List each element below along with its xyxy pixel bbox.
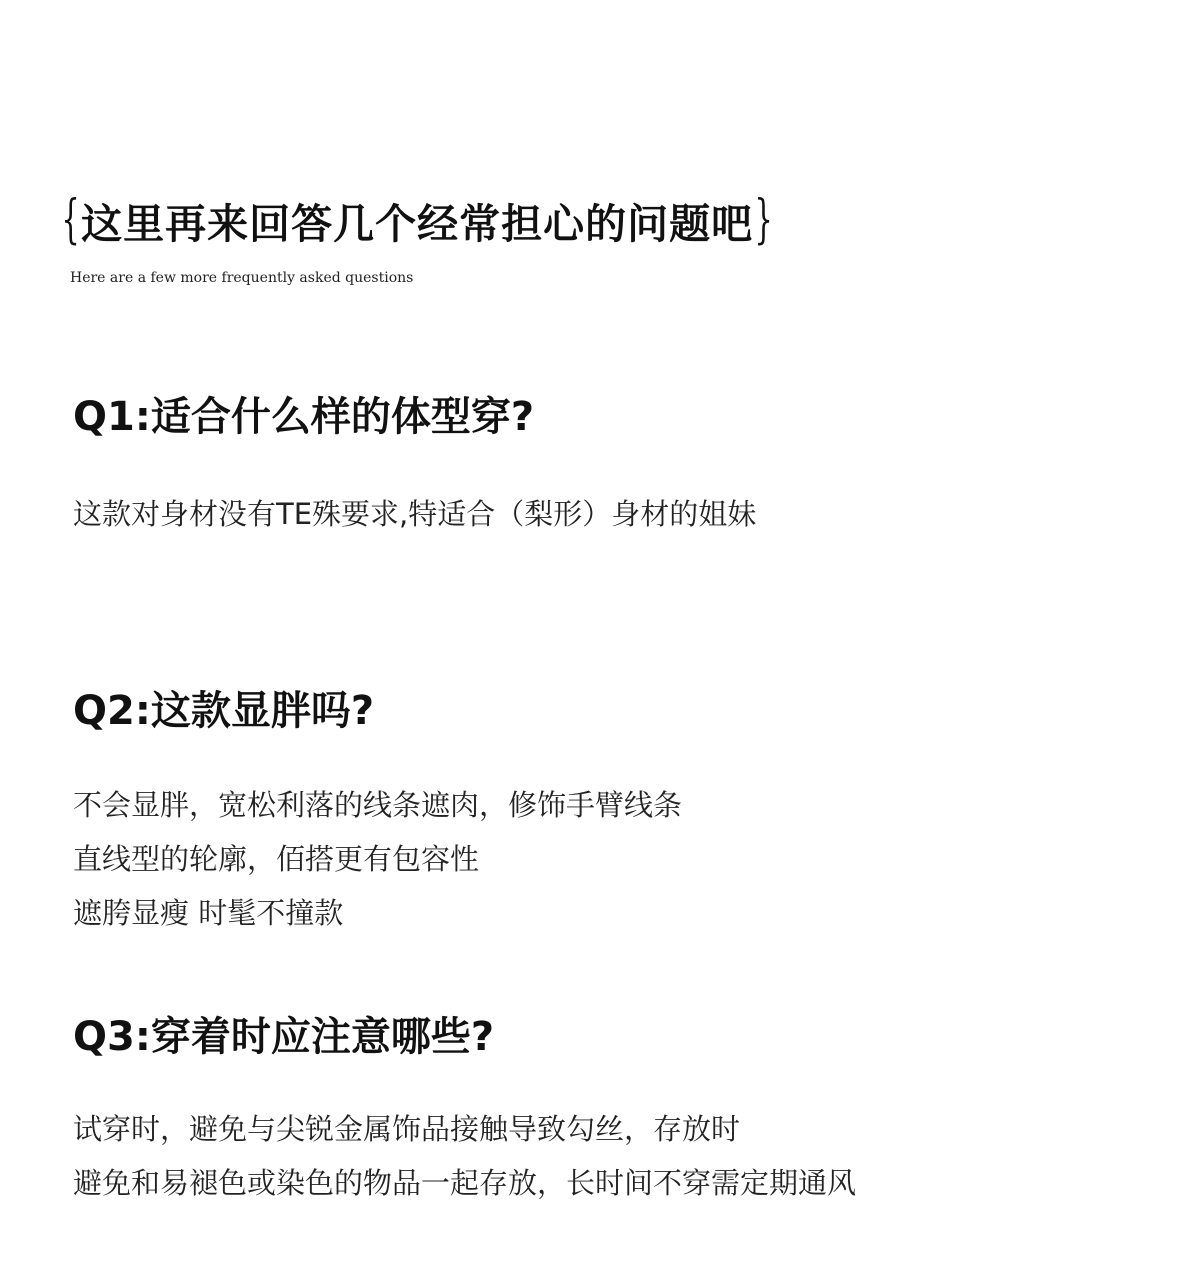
faq-item-q3 — [73, 1012, 1153, 1210]
answer-line: 遮胯显瘦 时髦不撞款 — [73, 896, 344, 930]
answer-line: 试穿时，避免与尖锐金属饰品接触导致勾丝，存放时 — [73, 1112, 741, 1146]
answer-line: 这款对身材没有TE殊要求,特适合（梨形）身材的姐妹 — [73, 497, 757, 531]
title-row — [62, 184, 1062, 256]
question-text: Q2:这款显胖吗? — [73, 688, 375, 734]
section-header — [62, 184, 1062, 256]
answer-line: 直线型的轮廓，佰搭更有包容性 — [73, 842, 480, 876]
answer-line: 避免和易褪色或染色的物品一起存放，长时间不穿需定期通风 — [73, 1166, 857, 1200]
left-brace-decoration: { — [61, 190, 80, 250]
question-text: Q1:适合什么样的体型穿? — [73, 394, 535, 440]
section-title: 这里再来回答几个经常担心的问题吧 — [81, 199, 754, 248]
question-text: Q3:穿着时应注意哪些? — [73, 1014, 495, 1060]
section-subtitle: Here are a few more frequently asked questions — [70, 270, 414, 286]
faq-item-q2 — [73, 686, 1153, 940]
right-brace-decoration: } — [754, 190, 773, 250]
faq-item-q1 — [73, 392, 1153, 541]
answer-line: 不会显胖，宽松利落的线条遮肉，修饰手臂线条 — [73, 788, 683, 822]
